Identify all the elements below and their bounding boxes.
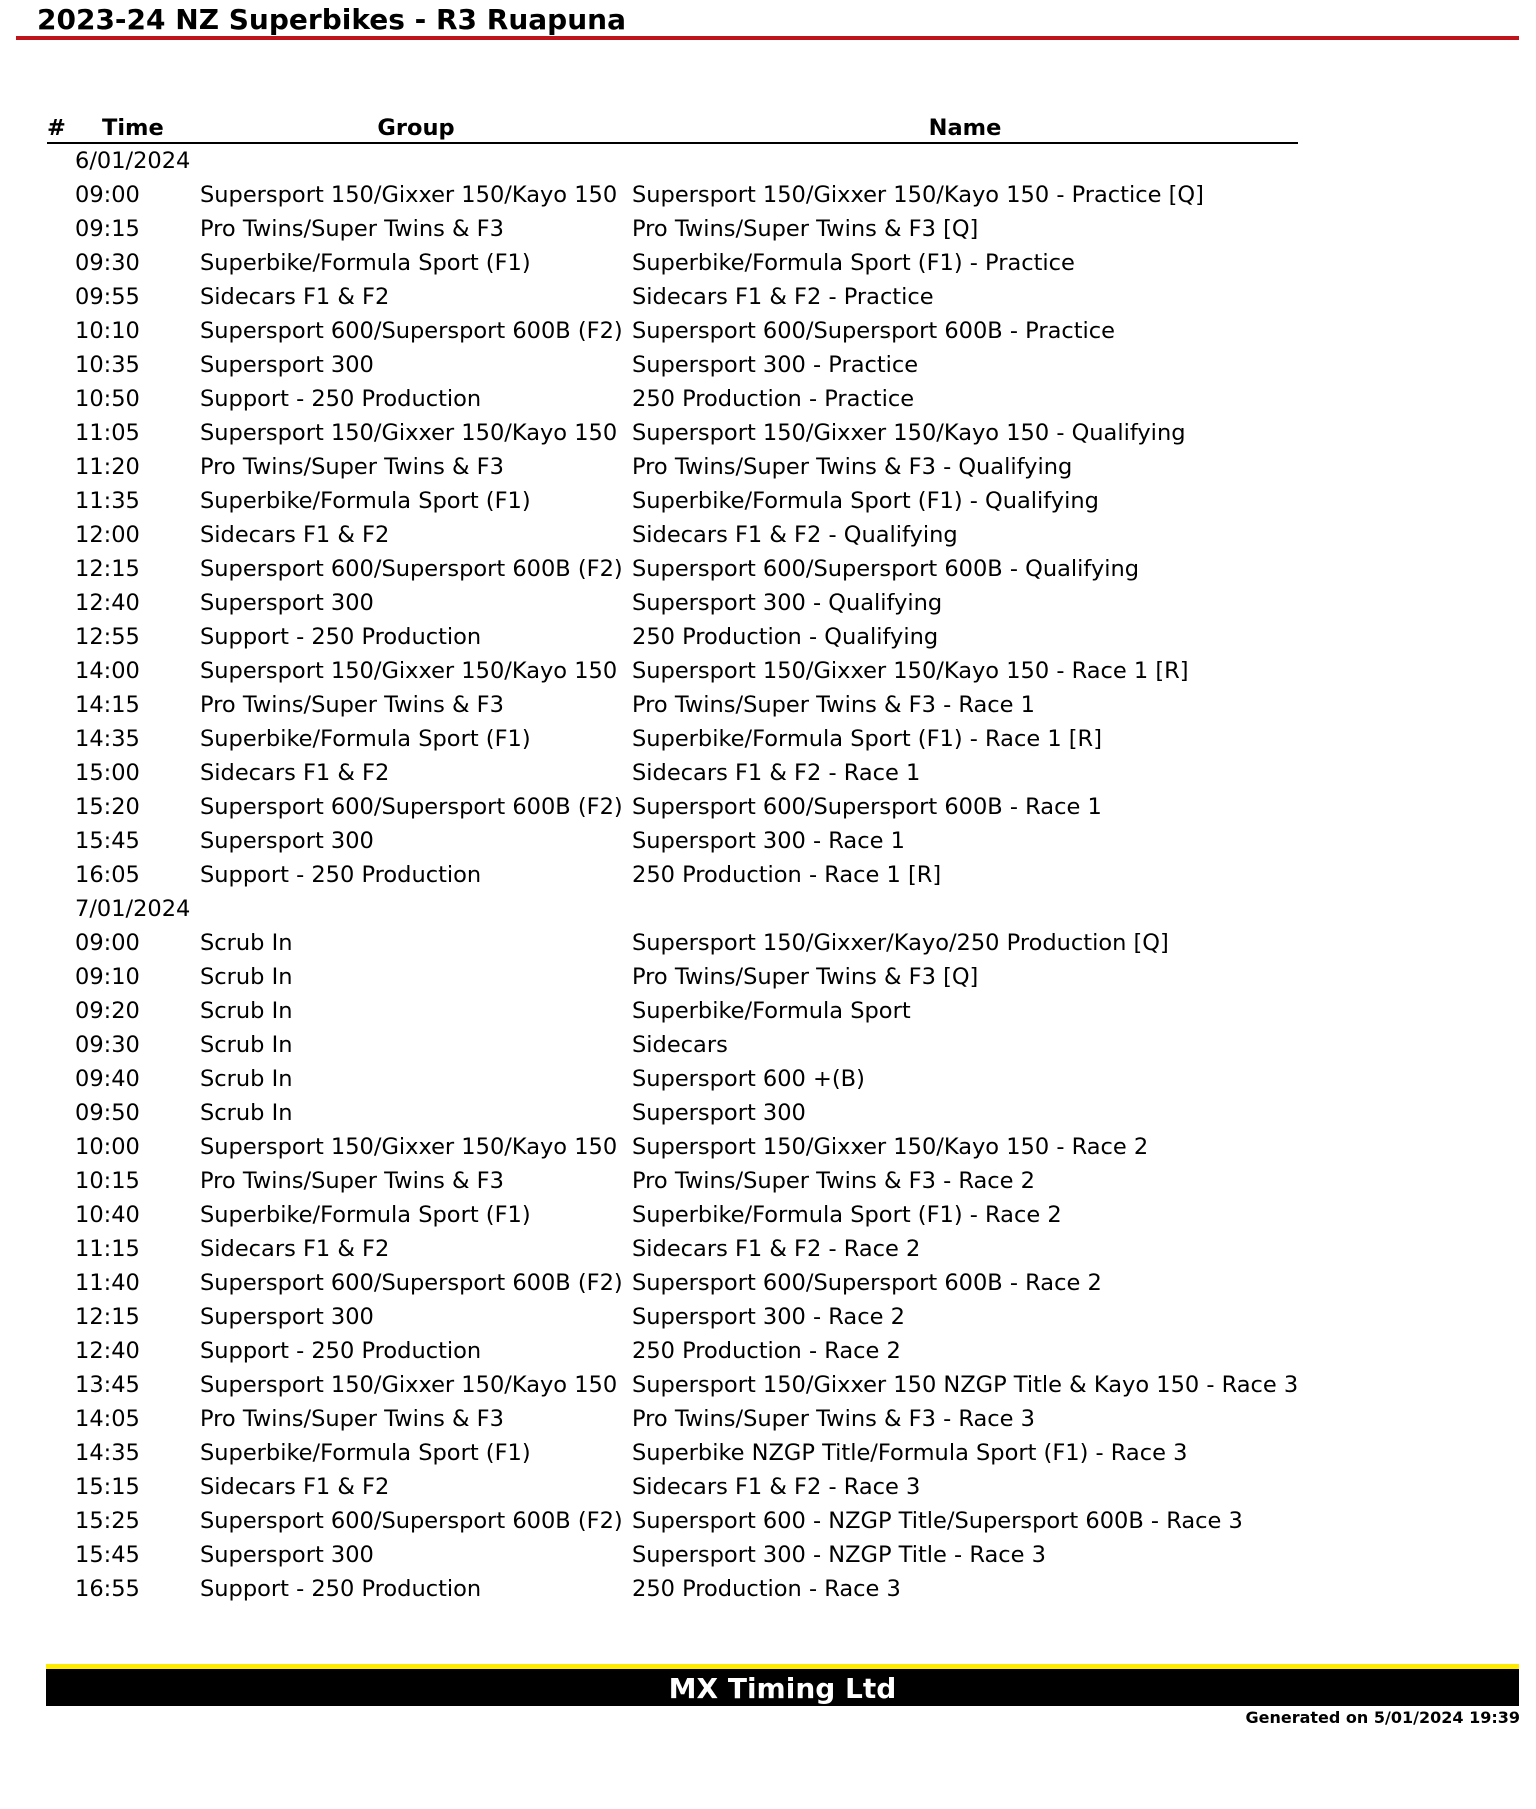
group-cell: Scrub In (200, 930, 293, 956)
time-cell: 11:40 (75, 1270, 140, 1296)
group-cell: Sidecars F1 & F2 (200, 284, 390, 310)
num-cell (47, 1232, 75, 1266)
name-cell: Pro Twins/Super Twins & F3 [Q] (632, 216, 979, 242)
num-cell (47, 382, 75, 416)
time-cell: 11:05 (75, 420, 140, 446)
num-cell (47, 620, 75, 654)
num-cell (47, 1164, 75, 1198)
num-cell (47, 654, 75, 688)
group-cell: Pro Twins/Super Twins & F3 (200, 1406, 504, 1432)
name-cell: Supersport 300 - Practice (632, 352, 919, 378)
group-cell: Supersport 150/Gixxer 150/Kayo 150 (200, 658, 618, 684)
group-cell: Supersport 150/Gixxer 150/Kayo 150 (200, 1134, 618, 1160)
name-cell: Supersport 600/Supersport 600B - Qualifying (632, 556, 1140, 582)
time-cell: 09:30 (75, 1032, 140, 1058)
name-cell: Sidecars F1 & F2 - Qualifying (632, 522, 958, 548)
time-cell: 10:00 (75, 1134, 140, 1160)
group-cell: Pro Twins/Super Twins & F3 (200, 1168, 504, 1194)
name-cell: Sidecars F1 & F2 - Race 1 (632, 760, 921, 786)
time-cell: 15:45 (75, 828, 140, 854)
group-cell: Supersport 300 (200, 828, 374, 854)
table-row (47, 926, 1298, 960)
name-cell: Pro Twins/Super Twins & F3 - Race 3 (632, 1406, 1035, 1432)
group-cell: Support - 250 Production (200, 1338, 482, 1364)
table-row (47, 620, 1298, 654)
num-cell (47, 994, 75, 1028)
time-cell: 15:25 (75, 1508, 140, 1534)
name-cell: Supersport 600/Supersport 600B - Race 1 (632, 794, 1102, 820)
table-row (47, 484, 1298, 518)
name-cell: Sidecars F1 & F2 - Race 2 (632, 1236, 921, 1262)
num-cell (47, 1470, 75, 1504)
time-cell: 14:05 (75, 1406, 140, 1432)
name-cell: Supersport 300 (632, 1100, 806, 1126)
num-cell (47, 790, 75, 824)
group-cell: Pro Twins/Super Twins & F3 (200, 216, 504, 242)
table-row (47, 1504, 1298, 1538)
table-row (47, 1300, 1298, 1334)
time-cell: 09:20 (75, 998, 140, 1024)
table-row (47, 552, 1298, 586)
table-row (47, 382, 1298, 416)
num-cell (47, 1334, 75, 1368)
table-row (47, 1028, 1298, 1062)
time-cell: 14:00 (75, 658, 140, 684)
column-header-name: Name (632, 109, 1298, 143)
date-row (47, 143, 1298, 178)
name-cell: Supersport 300 - Qualifying (632, 590, 943, 616)
table-row (47, 654, 1298, 688)
num-cell (47, 1402, 75, 1436)
column-header-time-label: Time (102, 115, 164, 141)
time-cell: 09:30 (75, 250, 140, 276)
num-cell (47, 1266, 75, 1300)
num-cell (47, 1028, 75, 1062)
num-cell (47, 484, 75, 518)
table-row (47, 518, 1298, 552)
num-cell (47, 586, 75, 620)
time-cell: 14:35 (75, 726, 140, 752)
time-cell: 12:40 (75, 590, 140, 616)
name-cell: Supersport 600/Supersport 600B - Practice (632, 318, 1116, 344)
group-cell: Sidecars F1 & F2 (200, 522, 390, 548)
name-cell: Supersport 150/Gixxer 150 NZGP Title & Kayo 150 - Race 3 (632, 1372, 1299, 1398)
time-cell: 12:40 (75, 1338, 140, 1364)
table-row (47, 1232, 1298, 1266)
name-cell: Supersport 150/Gixxer 150/Kayo 150 - Race 2 (632, 1134, 1149, 1160)
table-row (47, 722, 1298, 756)
time-cell: 13:45 (75, 1372, 140, 1398)
table-row (47, 416, 1298, 450)
name-cell: Superbike/Formula Sport (F1) - Practice (632, 250, 1075, 276)
num-cell (47, 314, 75, 348)
column-header-num: # (47, 109, 75, 143)
time-cell: 09:00 (75, 930, 140, 956)
title-rule (16, 36, 1519, 40)
time-cell: 10:40 (75, 1202, 140, 1228)
group-cell: Sidecars F1 & F2 (200, 760, 390, 786)
time-cell: 10:10 (75, 318, 140, 344)
table-row (47, 1164, 1298, 1198)
group-cell: Scrub In (200, 998, 293, 1024)
name-cell: Superbike/Formula Sport (F1) - Race 2 (632, 1202, 1062, 1228)
name-cell: Pro Twins/Super Twins & F3 - Qualifying (632, 454, 1073, 480)
table-row (47, 450, 1298, 484)
group-cell: Scrub In (200, 1032, 293, 1058)
table-row (47, 348, 1298, 382)
date-row (47, 892, 1298, 926)
name-cell: Supersport 150/Gixxer 150/Kayo 150 - Race 1 [R] (632, 658, 1189, 684)
table-row (47, 1436, 1298, 1470)
group-cell: Scrub In (200, 1100, 293, 1126)
num-cell (47, 858, 75, 892)
name-cell: Pro Twins/Super Twins & F3 [Q] (632, 964, 979, 990)
time-cell: 12:00 (75, 522, 140, 548)
name-cell: Superbike/Formula Sport (F1) - Qualifying (632, 488, 1099, 514)
name-cell: Supersport 150/Gixxer/Kayo/250 Production [Q] (632, 930, 1169, 956)
name-cell: Supersport 600 - NZGP Title/Supersport 600B - Race 3 (632, 1508, 1243, 1534)
name-cell: Superbike NZGP Title/Formula Sport (F1) - Race 3 (632, 1440, 1188, 1466)
group-cell: Supersport 600/Supersport 600B (F2) (200, 794, 623, 820)
num-cell (47, 960, 75, 994)
name-cell: Supersport 300 - Race 1 (632, 828, 905, 854)
table-row (47, 1198, 1298, 1232)
table-row (47, 824, 1298, 858)
time-cell: 15:15 (75, 1474, 140, 1500)
name-cell: Superbike/Formula Sport (F1) - Race 1 [R] (632, 726, 1102, 752)
group-cell: Support - 250 Production (200, 862, 482, 888)
num-cell (47, 1504, 75, 1538)
name-cell: 250 Production - Practice (632, 386, 915, 412)
time-cell: 10:35 (75, 352, 140, 378)
num-cell (47, 1096, 75, 1130)
num-cell (47, 280, 75, 314)
name-cell: 250 Production - Race 1 [R] (632, 862, 942, 888)
num-cell (47, 416, 75, 450)
group-cell: Supersport 150/Gixxer 150/Kayo 150 (200, 182, 618, 208)
table-row (47, 212, 1298, 246)
time-cell: 09:40 (75, 1066, 140, 1092)
group-cell: Superbike/Formula Sport (F1) (200, 1440, 531, 1466)
group-cell: Supersport 300 (200, 1542, 374, 1568)
name-cell: 250 Production - Race 3 (632, 1576, 901, 1602)
time-cell: 09:00 (75, 182, 140, 208)
table-row (47, 688, 1298, 722)
footer-company: MX Timing Ltd (668, 1672, 897, 1705)
table-row (47, 1572, 1298, 1606)
group-cell: Supersport 600/Supersport 600B (F2) (200, 1270, 623, 1296)
num-cell (47, 1300, 75, 1334)
num-cell (47, 1538, 75, 1572)
date-label: 7/01/2024 (75, 896, 191, 922)
page-title: 2023-24 NZ Superbikes - R3 Ruapuna (37, 3, 626, 36)
name-cell: Sidecars (632, 1032, 728, 1058)
table-row (47, 1062, 1298, 1096)
schedule-body (47, 143, 1298, 1606)
name-cell: Supersport 150/Gixxer 150/Kayo 150 - Practice [Q] (632, 182, 1204, 208)
num-cell (47, 348, 75, 382)
column-header-time (75, 109, 200, 143)
name-cell: Supersport 300 - NZGP Title - Race 3 (632, 1542, 1046, 1568)
time-cell: 11:15 (75, 1236, 140, 1262)
name-cell: 250 Production - Race 2 (632, 1338, 901, 1364)
table-row (47, 1096, 1298, 1130)
num-cell (47, 246, 75, 280)
num-cell (47, 926, 75, 960)
time-cell: 12:15 (75, 556, 140, 582)
num-cell (47, 892, 75, 926)
group-cell: Sidecars F1 & F2 (200, 1474, 390, 1500)
group-cell: Support - 250 Production (200, 624, 482, 650)
num-cell (47, 518, 75, 552)
name-cell: Pro Twins/Super Twins & F3 - Race 2 (632, 1168, 1035, 1194)
time-cell: 14:15 (75, 692, 140, 718)
name-cell: Supersport 600 +(B) (632, 1066, 865, 1092)
table-row (47, 1368, 1298, 1402)
name-cell: 250 Production - Qualifying (632, 624, 939, 650)
num-cell (47, 143, 75, 178)
date-label: 6/01/2024 (75, 148, 191, 174)
num-cell (47, 722, 75, 756)
num-cell (47, 1572, 75, 1606)
time-cell: 10:50 (75, 386, 140, 412)
num-cell (47, 688, 75, 722)
group-cell: Superbike/Formula Sport (F1) (200, 488, 531, 514)
num-cell (47, 1062, 75, 1096)
num-cell (47, 450, 75, 484)
table-row (47, 858, 1298, 892)
time-cell: 15:00 (75, 760, 140, 786)
table-row (47, 586, 1298, 620)
group-cell: Superbike/Formula Sport (F1) (200, 726, 531, 752)
group-cell: Supersport 600/Supersport 600B (F2) (200, 318, 623, 344)
name-cell: Supersport 600/Supersport 600B - Race 2 (632, 1270, 1102, 1296)
time-cell: 12:55 (75, 624, 140, 650)
time-cell: 11:35 (75, 488, 140, 514)
column-header-group: Group (200, 109, 632, 143)
time-cell: 09:50 (75, 1100, 140, 1126)
time-cell: 09:10 (75, 964, 140, 990)
name-cell: Sidecars F1 & F2 - Practice (632, 284, 934, 310)
table-row (47, 280, 1298, 314)
num-cell (47, 178, 75, 212)
group-cell: Supersport 150/Gixxer 150/Kayo 150 (200, 420, 618, 446)
schedule-table (47, 109, 1298, 1606)
num-cell (47, 1436, 75, 1470)
time-cell: 14:35 (75, 1440, 140, 1466)
group-cell: Scrub In (200, 964, 293, 990)
num-cell (47, 212, 75, 246)
footer-bar (46, 1664, 1519, 1706)
time-cell: 16:05 (75, 862, 140, 888)
name-cell: Supersport 300 - Race 2 (632, 1304, 905, 1330)
group-cell: Supersport 300 (200, 352, 374, 378)
time-cell: 09:55 (75, 284, 140, 310)
group-cell: Pro Twins/Super Twins & F3 (200, 454, 504, 480)
name-cell: Superbike/Formula Sport (632, 998, 911, 1024)
num-cell (47, 552, 75, 586)
table-row (47, 314, 1298, 348)
name-cell: Pro Twins/Super Twins & F3 - Race 1 (632, 692, 1035, 718)
group-cell: Supersport 300 (200, 1304, 374, 1330)
table-row (47, 1470, 1298, 1504)
num-cell (47, 756, 75, 790)
time-cell: 10:15 (75, 1168, 140, 1194)
generated-timestamp: Generated on 5/01/2024 19:39 (1245, 1708, 1520, 1727)
time-cell: 11:20 (75, 454, 140, 480)
table-header-row (47, 109, 1298, 143)
table-row (47, 246, 1298, 280)
num-cell (47, 1198, 75, 1232)
table-row (47, 178, 1298, 212)
table-row (47, 1402, 1298, 1436)
time-cell: 09:15 (75, 216, 140, 242)
time-cell: 12:15 (75, 1304, 140, 1330)
group-cell: Superbike/Formula Sport (F1) (200, 1202, 531, 1228)
num-cell (47, 1130, 75, 1164)
table-row (47, 1538, 1298, 1572)
group-cell: Scrub In (200, 1066, 293, 1092)
group-cell: Pro Twins/Super Twins & F3 (200, 692, 504, 718)
group-cell: Supersport 600/Supersport 600B (F2) (200, 1508, 623, 1534)
group-cell: Support - 250 Production (200, 386, 482, 412)
group-cell: Supersport 300 (200, 590, 374, 616)
group-cell: Supersport 150/Gixxer 150/Kayo 150 (200, 1372, 618, 1398)
table-row (47, 1130, 1298, 1164)
table-row (47, 1334, 1298, 1368)
table-row (47, 994, 1298, 1028)
group-cell: Supersport 600/Supersport 600B (F2) (200, 556, 623, 582)
group-cell: Sidecars F1 & F2 (200, 1236, 390, 1262)
table-row (47, 790, 1298, 824)
table-row (47, 756, 1298, 790)
group-cell: Support - 250 Production (200, 1576, 482, 1602)
time-cell: 15:45 (75, 1542, 140, 1568)
table-row (47, 1266, 1298, 1300)
num-cell (47, 1368, 75, 1402)
name-cell: Sidecars F1 & F2 - Race 3 (632, 1474, 921, 1500)
group-cell: Superbike/Formula Sport (F1) (200, 250, 531, 276)
table-row (47, 960, 1298, 994)
time-cell: 15:20 (75, 794, 140, 820)
num-cell (47, 824, 75, 858)
time-cell: 16:55 (75, 1576, 140, 1602)
name-cell: Supersport 150/Gixxer 150/Kayo 150 - Qualifying (632, 420, 1186, 446)
